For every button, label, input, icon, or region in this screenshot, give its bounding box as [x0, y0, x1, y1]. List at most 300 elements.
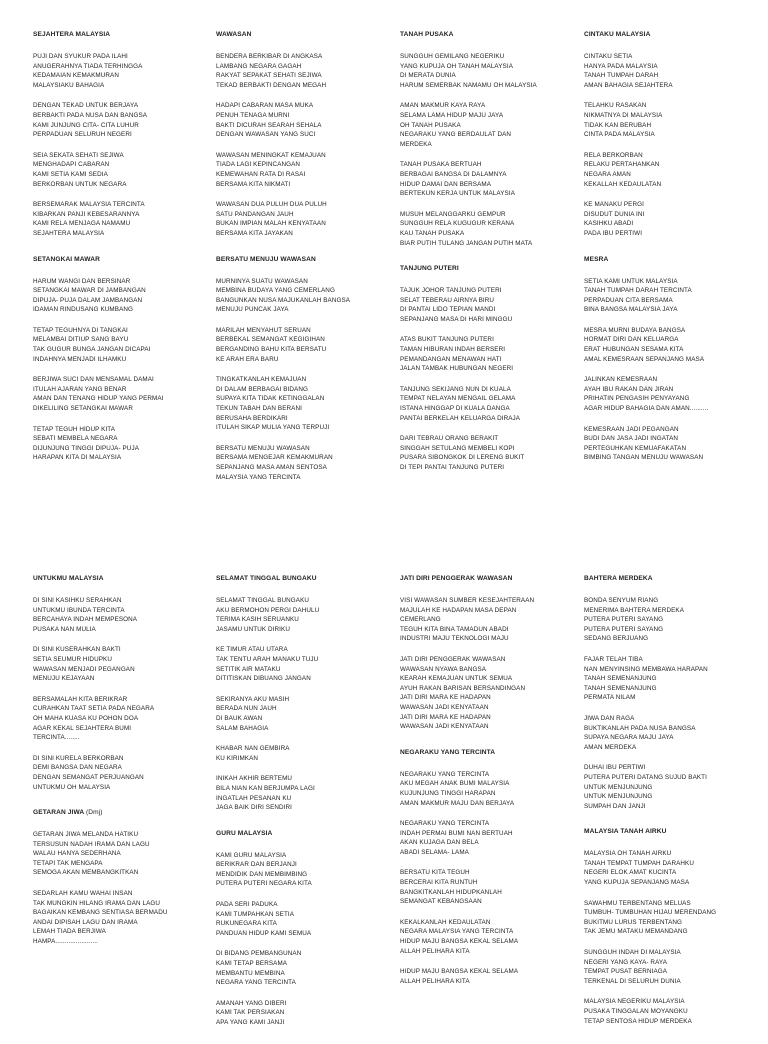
lyric-line: AMAN BAHAGIA SEJAHTERA: [584, 81, 673, 89]
stanza: [400, 868, 570, 906]
lyric-line: BUKITMU LURUS TERBENTANG: [584, 918, 683, 926]
lyric-line: SELAT TEBERAU AIRNYA BIRU: [400, 296, 495, 304]
lyric-line: AYUH RAKAN BARISAN BERSANDINGAN: [400, 684, 526, 692]
lyric-line: BUKTIKANLAH PADA NUSA BANGSA: [584, 724, 696, 732]
lyric-line: JATI DIRI PENGGERAK WAWASAN: [400, 655, 506, 663]
lyric-line: BANGUNKAN NUSA MAJUKANLAH BANGSA: [216, 296, 351, 304]
lyric-line: MARILAH MENYAHUT SERUAN: [216, 326, 311, 334]
song-sejahtera-malaysia: [33, 30, 203, 239]
lyric-line: BERSAMALAH KITA BERIKRAR: [33, 695, 128, 703]
lyric-line: AYAH IBU RAKAN DAN JIRAN: [584, 385, 674, 393]
stanza: [33, 52, 203, 90]
lyric-line: BAKTI DICURAH SEARAH SEHALA: [216, 121, 322, 129]
lyric-line: TANAH SEMENANJUNG: [584, 675, 657, 683]
lyric-line: KAMI TETAP BERSAMA: [216, 960, 288, 968]
stanza: [584, 52, 754, 90]
lyric-line: ALLAH PELIHARA KITA: [400, 977, 470, 985]
lyric-line: TANAH SEMENANJUNG: [584, 684, 657, 692]
lyric-line: BERSAMA KITA JAYAKAN: [216, 229, 293, 237]
stanza: [400, 160, 570, 198]
lyric-line: JALAN TAMBAK HUBUNGAN NEGERI: [400, 365, 514, 373]
lyric-line: KIBARKAN PANJI KEBESARANNYA: [33, 210, 140, 218]
lyric-line: KEDAMAIAN KEMAKMURAN: [33, 72, 119, 80]
lyric-line: TETAPI TAK MENGAPA: [33, 859, 103, 867]
lyric-line: BERSATU KITA TEGUH: [400, 869, 470, 877]
stanza: [33, 375, 203, 413]
lyric-line: AMAN MERDEKA: [584, 743, 637, 751]
lyric-line: AKAN KUJAGA DAN BELA: [400, 839, 479, 847]
lyric-line: HIDUP DAMAI DAN BERSAMA: [400, 180, 492, 188]
lyric-line: DEMI BANGSA DAN NEGARA: [33, 764, 122, 772]
stanza: [584, 151, 754, 189]
lyric-line: SUNGGUH INDAH DI MALAYSIA: [584, 949, 681, 957]
lyric-line: SEDANG BERJUANG: [584, 635, 649, 643]
stanza: [216, 151, 386, 189]
song-title: [33, 30, 203, 39]
stanza: [584, 596, 754, 644]
lyric-line: KEMESRAAN JADI PEGANGAN: [584, 425, 679, 433]
song-tanah-pusaka: [400, 30, 570, 248]
lyric-line: PADA SERI PADUKA: [216, 901, 278, 909]
lyric-line: ALLAH PELIHARA KITA: [400, 947, 470, 955]
lyric-line: UNTUKMU IBUNDA TERCINTA: [33, 606, 125, 614]
lyric-line: DI BAUK AWAN: [216, 714, 263, 722]
lyric-line: DUHAI IBU PERTIWI: [584, 764, 646, 772]
lyric-line: ERAT HUBUNGAN SESAMA KITA: [584, 346, 684, 354]
lyric-line: BERCERAI KITA RUNTUH: [400, 879, 478, 887]
lyric-line: LAMBANG NEGARA GAGAH: [216, 62, 302, 70]
lyric-line: NEGARAKU YANG BERDAULAT DAN: [400, 131, 512, 139]
lyric-line: AKU MEGAH ANAK BUMI MALAYSIA: [400, 780, 510, 788]
lyric-line: PADA IBU PERTIWI: [584, 229, 643, 237]
lyric-line: PANTAI BERKELAH KELUARGA DIRAJA: [400, 414, 521, 422]
lyric-line: TANAH TEMPAT TUMPAH DARAHKU: [584, 859, 694, 867]
song-title-text: GURU MALAYSIA: [216, 829, 273, 837]
lyric-line: PERPADUAN SELURUH NEGERI: [33, 131, 132, 139]
song-title: [584, 30, 754, 39]
lyric-line: MUSUH MELANGGARKU GEMPUR: [400, 210, 506, 218]
lyric-line: TANAH TUMPAH DARAH: [584, 72, 659, 80]
lyric-line: DENGAN TEKAD UNTUK BERJAYA: [33, 102, 139, 110]
lyric-line: PRIHATIN PENGASIH PENYAYANG: [584, 395, 690, 403]
lyric-line: BERADA NUN JAUH: [216, 705, 277, 713]
song-wawasan: [216, 30, 386, 239]
lyric-line: SEJAHTERA MALAYSIA: [33, 229, 105, 237]
lyric-line: KEKALKANLAH KEDAULATAN: [400, 918, 491, 926]
song-negaraku-yang-tercinta: [400, 748, 570, 987]
lyric-line: INDAH PERMAI BUMI NAN BERTUAH: [400, 829, 513, 837]
stanza: [584, 425, 754, 463]
lyric-line: HIDUP MAJU BANGSA KEKAL SELAMA: [400, 968, 519, 976]
lyric-line: KAMI JUNJUNG CITA- CITA LUHUR: [33, 121, 139, 129]
song-bersatu-menuju-wawasan: [216, 255, 386, 483]
lyric-line: RELAKU PERTAHANKAN: [584, 161, 660, 169]
lyric-line: KAMI SETIA KAMI SEDIA: [33, 170, 108, 178]
lyric-line: FAJAR TELAH TIBA: [584, 655, 643, 663]
lyric-line: TAMAN HIBURAN INDAH BERSERI: [400, 346, 506, 354]
stanza: [400, 385, 570, 423]
lyric-line: DI SINI KURELA BERKORBAN: [33, 754, 124, 762]
lyric-line: RAKYAT SEPAKAT SEHATI SEJIWA: [216, 72, 322, 80]
lyric-line: TAK GUGUR BUNGA JANGAN DICAPAI: [33, 346, 151, 354]
lyric-line: HARAPAN KITA DI MALAYSIA: [33, 454, 122, 462]
lyric-line: NEGARA YANG TERCINTA: [216, 979, 296, 987]
lyric-line: DI BIDANG PEMBANGUNAN: [216, 950, 302, 958]
lyric-line: PANDUAN HIDUP KAMI SEMUA: [216, 929, 312, 937]
lyrics-column: [400, 574, 570, 1002]
lyric-line: KE ARAH ERA BARU: [216, 355, 279, 363]
lyric-line: SELAMAT TINGGAL BUNGAKU: [216, 597, 310, 604]
lyric-line: BERJIWA SUCI DAN MENSAMAL DAMAI: [33, 376, 154, 384]
lyric-line: HADAPI CABARAN MASA MUKA: [216, 102, 314, 110]
lyric-line: AMAN MAKMUR KAYA RAYA: [400, 102, 486, 110]
song-title: [33, 255, 203, 264]
lyric-line: MALAYSIAKU BAHAGIA: [33, 81, 105, 89]
song-title-text: CINTAKU MALAYSIA: [584, 31, 651, 38]
song-title-text: UNTUKMU MALAYSIA: [33, 575, 104, 582]
lyric-line: RUKUNEGARA KITA: [216, 920, 277, 928]
song-title-note: (Dmj): [85, 809, 103, 817]
lyric-line: MENERIMA BAHTERA MERDEKA: [584, 606, 685, 614]
lyric-line: SEMANGAT KEBANGSAAN: [400, 898, 482, 906]
stanza: [400, 819, 570, 857]
lyric-line: UNTUK MENJUNJUNG: [584, 783, 653, 791]
lyric-line: WAWASAN JADI KENYATAAN: [400, 703, 489, 711]
lyric-line: SEDARLAH KAMU WAHAI INSAN: [33, 890, 133, 898]
lyric-line: BIAR PUTIH TULANG JANGAN PUTIH MATA: [400, 239, 533, 247]
stanza: [216, 326, 386, 364]
song-title-text: SELAMAT TINGGAL BUNGAKU: [216, 575, 317, 582]
song-title: [216, 30, 386, 39]
lyric-line: BERGANDING BAHU KITA BERSATU: [216, 346, 327, 354]
lyric-line: KAMI TAK PERSIAKAN: [216, 1009, 285, 1017]
lyric-line: KU KIRIMKAN: [216, 754, 259, 762]
lyric-line: SETIA KAMI UNTUK MALAYSIA: [584, 277, 678, 285]
song-untukmu-malaysia: [33, 574, 203, 792]
lyric-line: SETIA SEUMUR HIDUPKU: [33, 655, 112, 663]
lyric-line: MENUJU PUNCAK JAYA: [216, 306, 289, 314]
lyric-line: MURNINYA SUATU WAWASAN: [216, 277, 308, 285]
lyric-line: TANJUNG SEKIJANG NUN DI KUALA: [400, 385, 511, 393]
lyric-line: DI PANTAI LIDO TEPIAN MANDI: [400, 306, 496, 314]
song-title-text: TANAH PUSAKA: [400, 31, 454, 38]
lyric-line: UNTUK MENJUNJUNG: [584, 793, 653, 801]
stanza: [216, 277, 386, 315]
stanza: [216, 444, 386, 482]
stanza: [584, 948, 754, 986]
lyric-line: IDAMAN RINDUSANG KUMBANG: [33, 306, 134, 314]
lyric-line: TEKAD BERBAKTI DENGAN MEGAH: [216, 81, 327, 89]
lyric-line: KAMI RELA MENJAGA NAMAMU: [33, 220, 131, 228]
lyric-line: DI TEPI PANTAI TANJUNG PUTERI: [400, 464, 505, 471]
lyric-line: KEMEWAHAN RATA DI RASAI: [216, 170, 306, 178]
stanza: [400, 596, 570, 644]
lyric-line: TAJUK JOHOR TANJUNG PUTERI: [400, 287, 502, 295]
lyric-line: TELAHKU RASAKAN: [584, 102, 647, 110]
lyric-line: BUKAN IMPIAN MALAH KENYATAAN: [216, 220, 326, 228]
lyric-line: KAU TANAH PUSAKA: [400, 229, 465, 237]
song-title: [400, 574, 570, 583]
lyric-line: DI DALAM BERBAGAI BIDANG: [216, 385, 308, 393]
lyric-line: DENGAN WAWASAN YANG SUCI: [216, 131, 316, 139]
lyric-line: MALAYSIA NEGERIKU MALAYSIA: [584, 998, 685, 1006]
stanza: [584, 849, 754, 887]
stanza: [400, 286, 570, 324]
lyric-line: SINGGAH SETULANG MEMBELI KOPI: [400, 444, 515, 452]
lyrics-column: [33, 574, 203, 963]
lyric-line: DIPUJA- PUJA DALAM JAMBANGAN: [33, 296, 143, 304]
stanza: [33, 425, 203, 463]
song-title: [216, 574, 386, 583]
song-title-text: NEGARAKU YANG TERCINTA: [400, 748, 496, 756]
lyric-line: TEGUH KITA BINA TAMADUN ABADI: [400, 625, 509, 633]
stanza: [400, 101, 570, 149]
lyric-line: MALAYSIA YANG TERCINTA: [216, 473, 301, 481]
stanza: [584, 899, 754, 937]
song-title-text: MESRA: [584, 255, 609, 263]
lyric-line: SEPANJANG MASA AMAN SENTOSA: [216, 464, 327, 471]
lyric-line: GETARAN JIWA MELANDA HATIKU: [33, 831, 139, 839]
lyric-line: PUTERA PUTERI NEGARA KITA: [216, 880, 312, 888]
lyric-line: SUNGGUH GEMILANG NEGERIKU: [400, 53, 505, 60]
lyric-line: APA YANG KAMI JANJI: [216, 1019, 285, 1026]
lyric-line: ATAS BUKIT TANJUNG PUTERI: [400, 336, 494, 344]
stanza: [400, 335, 570, 373]
lyric-line: AGAR HIDUP BAHAGIA DAN AMAN..........: [584, 405, 709, 413]
stanza: [33, 754, 203, 792]
lyric-line: PUSAKA TINGGALAN MOYANGKU: [584, 1008, 688, 1015]
lyric-line: CEMERLANG: [400, 616, 441, 624]
lyric-line: SUNGGUH RELA KUGUGUR KERANA: [400, 220, 515, 228]
lyric-line: SETITIK AIR MATAKU: [216, 665, 281, 673]
lyric-line: OH MAHA KUASA KU POHON DOA: [33, 714, 139, 722]
lyrics-column: [216, 30, 386, 498]
lyric-line: TIDAK KAN BERUBAH: [584, 121, 652, 129]
stanza: [216, 101, 386, 139]
lyric-line: PERMATA NILAM: [584, 694, 636, 702]
stanza: [33, 645, 203, 683]
stanza: [400, 434, 570, 472]
stanza: [584, 101, 754, 139]
lyric-line: ABADI SELAMA- LAMA: [400, 848, 469, 856]
stanza: [400, 655, 570, 732]
lyric-line: WAWASAN MENJADI PEGANGAN: [33, 665, 135, 673]
song-title-text: BERSATU MENUJU WAWASAN: [216, 255, 316, 263]
lyric-line: TETAP TEGUHNYA DI TANGKAI: [33, 326, 128, 334]
song-title: [584, 574, 754, 583]
lyric-line: MENDIDIK DAN MEMBIMBING: [216, 870, 308, 878]
stanza: [400, 210, 570, 248]
stanza: [400, 918, 570, 956]
lyric-line: NEGARA MALAYSIA YANG TERCINTA: [400, 928, 514, 936]
lyric-line: NAN MENYINSING MEMBAWA HARAPAN: [584, 665, 708, 673]
lyric-line: PUTERA PUTERI DATANG SUJUD BAKTI: [584, 773, 707, 781]
song-jati-diri-penggerak-wawasan: [400, 574, 570, 732]
lyric-line: BERBEKAL SEMANGAT KEGIGIHAN: [216, 336, 325, 344]
lyric-line: JATI DIRI MARA KE HADAPAN: [400, 694, 491, 702]
lyric-line: ANUGERAHNYA TIADA TERHINGGA: [33, 62, 143, 70]
stanza: [216, 744, 386, 763]
lyric-line: AMAN DAN TENANG HIDUP YANG PERMAI: [33, 395, 164, 403]
stanza: [584, 277, 754, 315]
lyric-line: KAMI TUMPAHKAN SETIA: [216, 910, 295, 918]
lyric-line: WAWASAN JADI KENYATAAN: [400, 723, 489, 731]
lyric-line: BAGAIKAN KEMBANG SENTIASA BERMADU: [33, 909, 168, 917]
lyric-line: BERKORBAN UNTUK NEGARA: [33, 180, 127, 188]
lyric-line: PEMANDANGAN MENAWAN HATI: [400, 355, 502, 363]
song-title: [216, 255, 386, 264]
stanza: [33, 889, 203, 947]
lyric-line: AMAL KEMESRAAN SEPANJANG MASA: [584, 355, 705, 363]
lyric-line: BILA NIAN KAN BERJUMPA LAGI: [216, 784, 315, 792]
lyric-line: TETAP TEGUH HIDUP KITA: [33, 425, 116, 433]
lyric-line: PERPADUAN CITA BERSAMA: [584, 296, 673, 304]
lyric-line: UNTUKMU OH MALAYSIA: [33, 783, 111, 791]
lyric-line: WAWASAN MENINGKAT KEMAJUAN: [216, 151, 326, 159]
lyric-line: SUPAYA KITA TIDAK KETINGGALAN: [216, 395, 325, 403]
lyric-line: TERKENAL DI SELURUH DUNIA: [584, 977, 681, 985]
lyric-line: TERIMA KASIH SERUANKU: [216, 616, 299, 624]
lyric-line: MEMBANTU MEMBINA: [216, 969, 285, 977]
lyric-line: TEMPAT NELAYAN MENGAIL GELAMA: [400, 395, 516, 403]
lyric-line: HARUM WANGI DAN BERSINAR: [33, 277, 131, 285]
lyric-line: BUDI DAN JASA JADI INGATAN: [584, 435, 679, 443]
lyric-line: MEMBINA BUDAYA YANG CEMERLANG: [216, 287, 335, 295]
lyric-line: TAK MUNGKIN HILANG IRAMA DAN LAGU: [33, 899, 161, 907]
stanza: [33, 596, 203, 634]
song-title-text: JATI DIRI PENGGERAK WAWASAN: [400, 575, 513, 582]
song-title-text: TANJUNG PUTERI: [400, 265, 459, 273]
lyric-line: ANDAI DIPISAH LAGU DAN IRAMA: [33, 918, 138, 926]
song-title: [584, 827, 754, 836]
lyric-line: TETAP SENTOSA HIDUP MERDEKA: [584, 1017, 692, 1025]
lyric-line: HAMPA.......................: [33, 938, 98, 946]
lyric-line: DIJUNJUNG TINGGI DIPUJA- PUJA: [33, 444, 139, 452]
lyric-line: KAMI GURU MALAYSIA: [216, 851, 287, 859]
lyric-line: DARI TEBRAU ORANG BERAKIT: [400, 435, 499, 443]
lyric-line: PUTERA PUTERI SAYANG: [584, 625, 664, 633]
song-setangkai-mawar: [33, 255, 203, 464]
lyric-line: SUPAYA NEGARA MAJU JAYA: [584, 734, 674, 742]
stanza: [33, 277, 203, 315]
lyric-line: BERSEMARAK MALAYSIA TERCINTA: [33, 201, 145, 209]
stanza: [216, 695, 386, 733]
lyric-line: SEBATI MEMBELA NEGARA: [33, 435, 118, 443]
lyric-line: NEGARA AMAN: [584, 170, 631, 178]
lyrics-column: [33, 30, 203, 479]
lyric-line: NEGARAKU YANG TERCINTA: [400, 770, 490, 778]
lyric-line: PUSARA SIBONGKOK DI LERENG BUKIT: [400, 454, 525, 462]
lyric-line: SUMPAH DAN JANJI: [584, 802, 646, 810]
lyric-line: TIADA LAGI KEPINCANGAN: [216, 161, 301, 169]
lyric-line: TUMBUH- TUMBUHAN HIJAU MERENDANG: [584, 909, 717, 917]
lyric-line: VISI WAWASAN SUMBER KESEJAHTERAAN: [400, 597, 535, 604]
lyric-line: BENDERA BERKIBAR DI ANGKASA: [216, 53, 323, 60]
lyric-line: SETANGKAI MAWAR DI JAMBANGAN: [33, 287, 146, 295]
lyric-line: INGATLAH PESANAN KU: [216, 794, 292, 802]
song-malaysia-tanah-airku: [584, 827, 754, 1026]
lyric-line: ISTANA HINGGAP DI KUALA DANGA: [400, 405, 510, 413]
lyric-line: LEMAH TIADA BERJIWA: [33, 928, 106, 936]
lyric-line: YANG KUPUJA OH TANAH MALAYSIA: [400, 62, 514, 70]
stanza: [400, 52, 570, 90]
stanza: [584, 763, 754, 811]
lyric-line: BINA BANGSA MALAYSIA JAYA: [584, 306, 678, 314]
lyric-line: ITULAH SIKAP MULIA YANG TERPUJI: [216, 424, 330, 432]
lyric-line: JIWA DAN RAGA: [584, 714, 635, 722]
lyric-line: NEGARAKU YANG TERCINTA: [400, 820, 490, 828]
stanza: [33, 200, 203, 238]
lyric-line: TANAH PUSAKA BERTUAH: [400, 161, 482, 169]
lyric-line: JASAMU UNTUK DIRIKU: [216, 625, 290, 633]
lyric-line: SEKIRANYA AKU MASIH: [216, 695, 290, 703]
stanza: [584, 375, 754, 413]
lyric-line: TERCINTA........: [33, 734, 80, 742]
lyric-line: KHABAR NAN GEMBIRA: [216, 745, 290, 753]
song-title-text: SEJAHTERA MALAYSIA: [33, 31, 111, 38]
lyric-line: KE TIMUR ATAU UTARA: [216, 646, 288, 654]
song-title-text: BAHTERA MERDEKA: [584, 575, 653, 582]
lyric-line: HORMAT DIRI DAN KELUARGA: [584, 336, 679, 344]
song-title-text: WAWASAN: [216, 31, 252, 38]
lyric-line: TAK TENTU ARAH MANAKU TUJU: [216, 655, 319, 663]
stanza: [216, 200, 386, 238]
lyric-line: PUSAKA NAN MULIA: [33, 625, 96, 633]
lyric-line: AMAN MAKMUR MAJU DAN BERJAYA: [400, 799, 515, 807]
lyric-line: CINTA PADA MALAYSIA: [584, 131, 655, 139]
lyric-line: HIDUP MAJU BANGSA KEKAL SELAMA: [400, 938, 519, 946]
lyric-line: NEGERI YANG KAYA- RAYA: [584, 958, 668, 966]
song-tanjung-puteri: [400, 264, 570, 473]
lyric-line: TANAH TUMPAH DARAH TERCINTA: [584, 287, 692, 295]
lyric-line: DI SINI KUSERAHKAN BAKTI: [33, 646, 121, 654]
lyric-line: JALINKAN KEMESRAAN: [584, 376, 658, 384]
lyric-line: BERCAHAYA INDAH MEMPESONA: [33, 616, 138, 624]
lyric-line: SELAMA LAMA HIDUP MAJU JAYA: [400, 111, 504, 119]
lyric-line: SEPANJANG MASA DI HARI MINGGU: [400, 315, 513, 323]
lyrics-column: [400, 30, 570, 489]
lyric-line: MENUJU KEJAYAAN: [33, 675, 95, 683]
song-title: [584, 255, 754, 264]
lyric-line: YANG KUPUJA SEPANJANG MASA: [584, 879, 690, 887]
lyric-line: INDUSTRI MAJU TEKNOLOGI MAJU: [400, 635, 509, 643]
lyric-line: INDAHNYA MENJADI ILHAMKU: [33, 355, 127, 363]
stanza: [216, 645, 386, 683]
lyric-line: AGAR KEKAL SEJAHTERA BUMI: [33, 724, 132, 732]
song-title: [400, 264, 570, 273]
stanza: [216, 900, 386, 938]
lyric-line: AKU BERMOHON PERGI DAHULU: [216, 606, 320, 614]
stanza: [216, 596, 386, 634]
lyrics-column: [584, 30, 754, 479]
lyric-line: DIKELILING SETANGKAI MAWAR: [33, 405, 133, 413]
lyric-line: SEMOGA AKAN MEMBANGKITKAN: [33, 869, 139, 877]
lyric-line: TEKUN TABAH DAN BERANI: [216, 405, 302, 413]
song-title: [33, 574, 203, 583]
song-title-text: SETANGKAI MAWAR: [33, 255, 100, 263]
song-getaran-jiwa: [33, 808, 203, 947]
lyric-line: BERIKRAR DAN BERJANJI: [216, 861, 297, 869]
lyric-line: WALAU HANYA SEDERHANA: [33, 850, 121, 858]
lyric-line: SALAM BAHAGIA: [216, 724, 269, 732]
lyric-line: KE MANAKU PERGI: [584, 201, 644, 209]
stanza: [33, 151, 203, 189]
lyric-line: OH TANAH PUSAKA: [400, 121, 461, 129]
lyric-line: TEMPAT PUSAT BERNIAGA: [584, 968, 668, 976]
lyric-line: MALAYSIA OH TANAH AIRKU: [584, 850, 672, 858]
lyric-line: MELAMBAI DITIUP SANG BAYU: [33, 336, 129, 344]
lyric-line: DENGAN SEMANGAT PERJUANGAN: [33, 773, 144, 781]
